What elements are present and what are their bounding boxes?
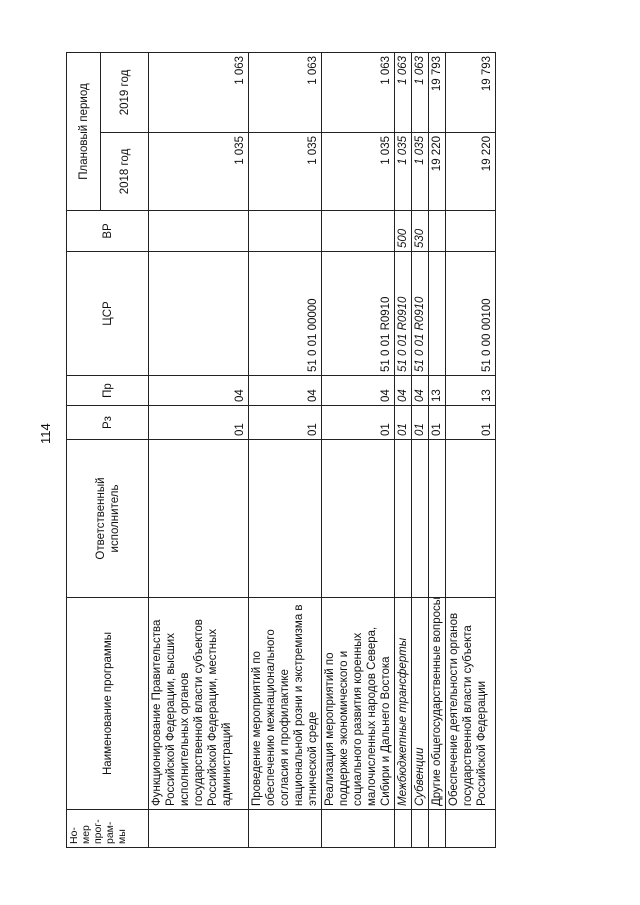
- page-number: 114: [38, 423, 53, 444]
- cell-number: [446, 810, 496, 848]
- cell-pr: 13: [429, 376, 446, 406]
- table-row: [412, 52, 429, 847]
- header-executor: Ответственный исполнитель: [67, 440, 149, 598]
- cell-executor: [395, 440, 412, 598]
- cell-2018: 19 220: [429, 133, 446, 211]
- cell-2019: 1 063: [322, 52, 395, 132]
- cell-2019: 1 063: [412, 52, 429, 132]
- cell-rz: 01: [429, 406, 446, 440]
- header-year-2019: 2019 год: [101, 52, 149, 132]
- cell-vr: [322, 211, 395, 252]
- cell-name: Обеспечение деятельности органов государственной власти субъекта Российской Федерации: [446, 598, 496, 810]
- header-vr: ВР: [67, 211, 149, 252]
- cell-rz: 01: [446, 406, 496, 440]
- table-row: [429, 52, 446, 847]
- cell-2018: 1 035: [395, 133, 412, 211]
- cell-rz: 01: [412, 406, 429, 440]
- cell-vr: [429, 211, 446, 252]
- cell-pr: 04: [322, 376, 395, 406]
- cell-2018: 19 220: [446, 133, 496, 211]
- cell-executor: [412, 440, 429, 598]
- cell-vr: 530: [412, 211, 429, 252]
- cell-csr: 51 0 01 R0910: [395, 252, 412, 376]
- cell-2019: 1 063: [249, 52, 322, 132]
- cell-executor: [322, 440, 395, 598]
- cell-2019: 1 063: [395, 52, 412, 132]
- cell-2018: 1 035: [412, 133, 429, 211]
- table-row: [322, 52, 395, 847]
- cell-csr: 51 0 01 R0910: [412, 252, 429, 376]
- cell-name: Функционирование Правительства Российской Федерации, высших исполнительных органов государственной власти субъектов Российской Федерации, местных администраций: [149, 598, 249, 810]
- header-year-2018: 2018 год: [101, 133, 149, 211]
- cell-name: Реализация мероприятий по поддержке экономического и социального развития коренных малочисленных народов Севера, Сибири и Дальнего Востока: [322, 598, 395, 810]
- cell-rz: 01: [395, 406, 412, 440]
- cell-executor: [429, 440, 446, 598]
- header-program-name: Наименование программы: [67, 598, 149, 810]
- cell-pr: 04: [149, 376, 249, 406]
- cell-pr: 13: [446, 376, 496, 406]
- table-row: [149, 52, 249, 847]
- cell-number: [429, 810, 446, 848]
- cell-2019: 19 793: [446, 52, 496, 132]
- cell-vr: [249, 211, 322, 252]
- cell-vr: [149, 211, 249, 252]
- cell-executor: [149, 440, 249, 598]
- cell-2018: 1 035: [322, 133, 395, 211]
- cell-csr: [149, 252, 249, 376]
- table-row: [395, 52, 412, 847]
- cell-pr: 04: [395, 376, 412, 406]
- cell-rz: 01: [149, 406, 249, 440]
- cell-2018: 1 035: [149, 133, 249, 211]
- cell-pr: 04: [249, 376, 322, 406]
- cell-2019: 1 063: [149, 52, 249, 132]
- header-pr: Пр: [67, 376, 149, 406]
- cell-rz: 01: [249, 406, 322, 440]
- header-plan-period: Плановый период: [67, 52, 101, 210]
- cell-2019: 19 793: [429, 52, 446, 132]
- cell-number: [322, 810, 395, 848]
- table-row: [249, 52, 322, 847]
- cell-2018: 1 035: [249, 133, 322, 211]
- cell-vr: [446, 211, 496, 252]
- table-row: [446, 52, 496, 847]
- cell-name: Проведение мероприятий по обеспечению межнационального согласия и профилактике национальной розни и экстремизма в этнической среде: [249, 598, 322, 810]
- budget-table: [66, 52, 496, 848]
- cell-pr: 04: [412, 376, 429, 406]
- cell-name: Другие общегосударственные вопросы: [429, 598, 446, 810]
- cell-csr: [429, 252, 446, 376]
- cell-rz: 01: [322, 406, 395, 440]
- cell-name: Межбюджетные трансферты: [395, 598, 412, 810]
- cell-csr: 51 0 01 00000: [249, 252, 322, 376]
- rotated-table-container: [66, 53, 493, 848]
- cell-number: [395, 810, 412, 848]
- header-rz: Рз: [67, 406, 149, 440]
- cell-number: [149, 810, 249, 848]
- cell-name: Субвенции: [412, 598, 429, 810]
- cell-executor: [446, 440, 496, 598]
- cell-executor: [249, 440, 322, 598]
- cell-number: [249, 810, 322, 848]
- cell-vr: 500: [395, 211, 412, 252]
- header-csr: ЦСР: [67, 252, 149, 376]
- cell-csr: 51 0 01 R0910: [322, 252, 395, 376]
- cell-number: [412, 810, 429, 848]
- header-program-number: Но- мер прог- рам- мы: [67, 810, 149, 848]
- cell-csr: 51 0 00 00100: [446, 252, 496, 376]
